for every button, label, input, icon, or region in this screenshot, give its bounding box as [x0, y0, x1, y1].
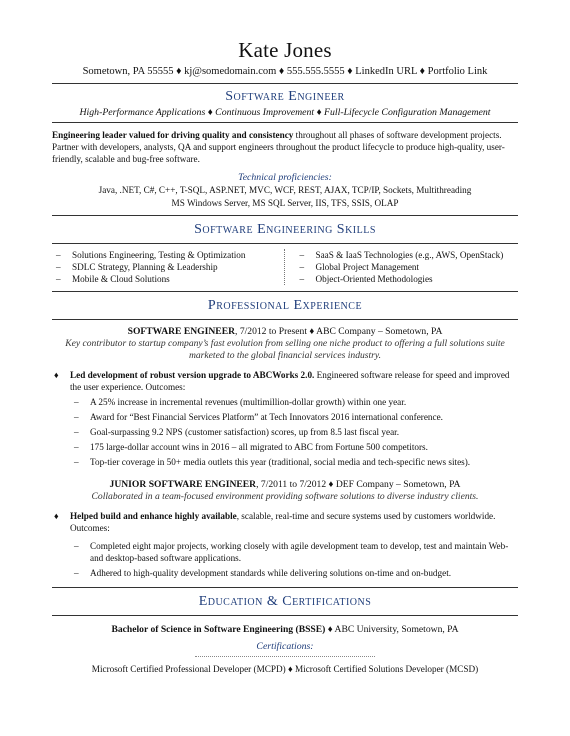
- outcome-item: – Award for “Best Financial Services Platform” at Tech Innovators 2016 international conference.: [74, 412, 443, 422]
- summary-intro-bold: Engineering leader valued for driving quality and consistency: [52, 130, 294, 140]
- skills-right-column: [284, 249, 518, 285]
- certifications-label: Certifications:: [256, 641, 314, 652]
- resume-page: [52, 0, 518, 676]
- job-bullet: ♦ Helped build and enhance highly available, scalable, real-time and secure systems used by customers worldwide. Outcomes:: [54, 511, 496, 533]
- outcome-item: – Adhered to high-quality development standards while delivering solutions on-time and on-budget.: [74, 568, 452, 578]
- summary-paragraph: [52, 129, 518, 165]
- job-title: JUNIOR SOFTWARE ENGINEER, 7/2011 to 7/2012 ♦ DEF Company – Sometown, PA: [109, 479, 461, 490]
- job-bullet: ♦ Led development of robust version upgrade to ABCWorks 2.0. Engineered software release for speed and improved the user experience. Outcomes:: [54, 370, 510, 392]
- experience-title: Professional Experience: [207, 298, 363, 313]
- summary-title: Software Engineer: [225, 89, 345, 104]
- divider: [52, 83, 518, 84]
- divider: [52, 122, 518, 123]
- divider: [52, 587, 518, 588]
- divider: [52, 243, 518, 244]
- list-item: – Solutions Engineering, Testing & Optimization: [56, 250, 246, 260]
- list-item: – Global Project Management: [299, 262, 420, 272]
- outcome-item: – Top-tier coverage in 50+ media outlets this year (traditional, social media and tech-specific news sites).: [74, 457, 471, 467]
- tech-line-2: MS Windows Server, MS SQL Server, IIS, TFS, SSIS, OLAP: [171, 197, 399, 208]
- job-title: SOFTWARE ENGINEER, 7/2012 to Present ♦ ABC Company – Sometown, PA: [127, 326, 443, 337]
- outcome-item: – Goal-surpassing 9.2 NPS (customer satisfaction) scores, up from 8.5 last fiscal year.: [74, 427, 399, 437]
- list-item: – SaaS & IaaS Technologies (e.g., AWS, OpenStack): [299, 250, 504, 260]
- outcome-item: – 175 large-dollar account wins in 2016 – all migrated to ABC from Fortune 500 competitors.: [74, 442, 428, 452]
- skills-title: Software Engineering Skills: [194, 222, 376, 237]
- degree-line: Bachelor of Science in Software Engineering (BSSE) ♦ ABC University, Sometown, PA: [111, 624, 459, 635]
- list-item: – SDLC Strategy, Planning & Leadership: [56, 262, 218, 272]
- job-description: Key contributor to startup company’s fast evolution from selling one niche product to offering a full solutions suite marketed to the global financial services industry.: [65, 338, 505, 361]
- divider: [52, 615, 518, 616]
- skills-left-column: [52, 249, 284, 285]
- contact-line: Sometown, PA 55555 ♦ kj@somedomain.com ♦ 555.555.5555 ♦ LinkedIn URL ♦ Portfolio Link: [82, 66, 488, 77]
- dotted-divider: [195, 656, 375, 657]
- list-item: – Mobile & Cloud Solutions: [56, 274, 170, 284]
- job-description: Collaborated in a team-focused environment providing software solutions to diverse industry clients.: [91, 491, 479, 502]
- divider: [52, 215, 518, 216]
- list-item: – Object-Oriented Methodologies: [299, 274, 433, 284]
- outcome-item: – Completed eight major projects, working closely with agile development team to develop, test and maintain Web- and desktop-based software applications.: [74, 541, 509, 563]
- summary-headline: High-Performance Applications ♦ Continuous Improvement ♦ Full-Lifecycle Configuration Management: [79, 107, 491, 118]
- divider: [52, 291, 518, 292]
- tech-line-1: Java, .NET, C#, C++, T-SQL, ASP.NET, MVC, WCF, REST, AJAX, TCP/IP, Sockets, Multithreading: [98, 185, 472, 195]
- skills-list: [52, 249, 518, 285]
- outcome-item: – A 25% increase in incremental revenues (multimillion-dollar growth) within one year.: [74, 397, 407, 407]
- education-title: Education & Certifications: [198, 594, 372, 609]
- certifications-list: Microsoft Certified Professional Developer (MCPD) ♦ Microsoft Certified Solutions Developer (MCSD): [91, 664, 479, 674]
- divider: [52, 319, 518, 320]
- summary-intro-text: throughout all phases of software development projects. Partner with developers, analysts, QA and support engineers throughout the product lifecycle to produce high-quality, user-friendly, scalable and bug-free software.: [52, 130, 505, 164]
- candidate-name: Kate Jones: [238, 38, 332, 62]
- tech-label: Technical proficiencies:: [238, 172, 332, 183]
